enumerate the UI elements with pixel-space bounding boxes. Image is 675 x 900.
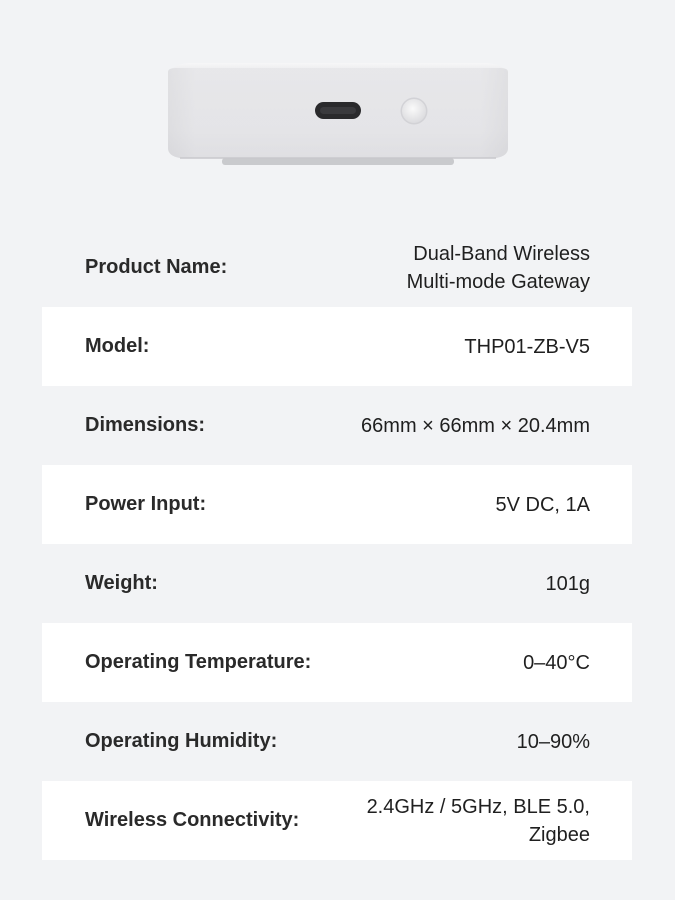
spec-row-power-input <box>42 465 632 544</box>
spec-label: Weight: <box>85 572 158 594</box>
spec-value-line: Multi-mode Gateway <box>406 270 590 293</box>
spec-label: Wireless Connectivity: <box>85 809 300 831</box>
spec-value-line: Zigbee <box>528 823 590 846</box>
spec-row-operating-temperature <box>42 623 632 702</box>
spec-value-line: 101g <box>545 572 590 595</box>
spec-value-line: 0–40°C <box>523 651 590 674</box>
spec-row-model <box>42 307 632 386</box>
spec-value-line: 66mm × 66mm × 20.4mm <box>361 414 590 437</box>
spec-value <box>496 491 590 519</box>
spec-row-wireless-connectivity <box>42 781 632 860</box>
spec-label: Product Name: <box>85 256 228 278</box>
spec-value-line: THP01-ZB-V5 <box>464 335 590 358</box>
spec-value <box>464 333 590 361</box>
spec-row-weight <box>42 544 632 623</box>
spec-label: Model: <box>85 335 150 357</box>
spec-row-operating-humidity <box>42 702 632 781</box>
spec-value <box>517 728 590 756</box>
spec-value <box>361 412 590 440</box>
gateway-device-icon <box>160 58 516 170</box>
spec-value <box>546 570 591 598</box>
spec-row-product-name <box>42 228 632 307</box>
spec-row-dimensions <box>42 386 632 465</box>
spec-value-line: 5V DC, 1A <box>495 493 590 516</box>
spec-label: Dimensions: <box>85 414 206 436</box>
spec-label: Operating Temperature: <box>85 651 312 673</box>
spec-table <box>42 228 632 860</box>
spec-label: Power Input: <box>85 493 207 515</box>
spec-value-line: Dual-Band Wireless <box>413 242 590 265</box>
spec-value-line: 2.4GHz / 5GHz, BLE 5.0, <box>366 795 590 818</box>
spec-label: Operating Humidity: <box>85 730 278 752</box>
spec-value-line: 10–90% <box>516 730 590 753</box>
spec-value <box>523 649 590 677</box>
spec-value <box>407 240 590 296</box>
spec-value <box>367 793 590 849</box>
